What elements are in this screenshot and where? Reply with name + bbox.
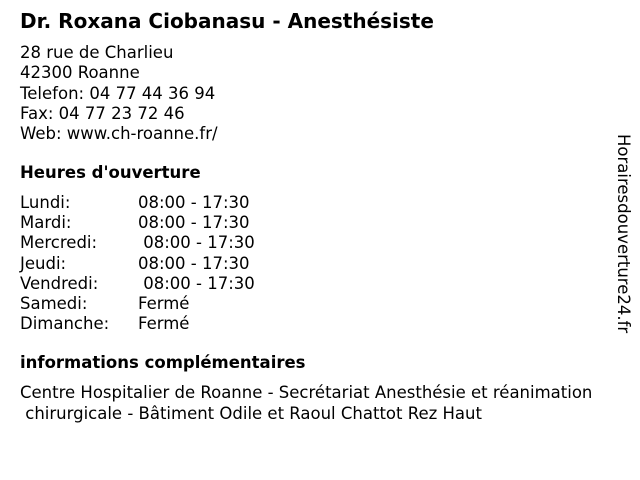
contact-block: [20, 43, 218, 144]
hours-row-saturday: [20, 294, 255, 314]
hours-time: Fermé: [138, 294, 190, 314]
hours-row-wednesday: [20, 233, 255, 253]
website-link: Web: www.ch-roanne.fr/: [20, 124, 218, 144]
hours-day: Jeudi:: [20, 253, 67, 273]
page-title: Dr. Roxana Ciobanasu - Anesthésiste: [20, 9, 434, 33]
opening-hours-heading: Heures d'ouverture: [20, 163, 201, 182]
hours-time: 08:00 - 17:30: [138, 213, 250, 233]
hours-row-sunday: [20, 314, 255, 334]
phone-number: Telefon: 04 77 44 36 94: [20, 83, 216, 103]
hours-time: 08:00 - 17:30: [138, 193, 250, 212]
hours-row-tuesday: [20, 213, 255, 233]
opening-hours-table: [20, 193, 255, 334]
hours-day: Lundi:: [20, 193, 71, 212]
additional-info-text: [20, 383, 630, 424]
hours-time: 08:00 - 17:30: [138, 253, 250, 273]
hours-row-thursday: [20, 254, 255, 274]
hours-day: Mercredi:: [20, 233, 98, 253]
hours-row-friday: [20, 274, 255, 294]
hours-time: 08:00 - 17:30: [138, 233, 255, 253]
hours-day: Vendredi:: [20, 273, 99, 293]
site-watermark: Horairesdouverture24.fr: [614, 134, 633, 334]
additional-info-line: Centre Hospitalier de Roanne - Secrétariat Anesthésie et réanimation: [20, 383, 593, 402]
hours-day: Mardi:: [20, 213, 72, 233]
additional-info-line: chirurgicale - Bâtiment Odile et Raoul Chattot Rez Haut: [20, 403, 482, 423]
hours-day: Dimanche:: [20, 314, 110, 334]
hours-time: Fermé: [138, 314, 190, 334]
hours-day: Samedi:: [20, 294, 88, 314]
hours-time: 08:00 - 17:30: [138, 273, 255, 293]
fax-number: Fax: 04 77 23 72 46: [20, 103, 185, 123]
address-street: 28 rue de Charlieu: [20, 43, 174, 62]
address-city: 42300 Roanne: [20, 63, 140, 83]
additional-info-heading: informations complémentaires: [20, 353, 306, 372]
hours-row-monday: [20, 193, 255, 213]
